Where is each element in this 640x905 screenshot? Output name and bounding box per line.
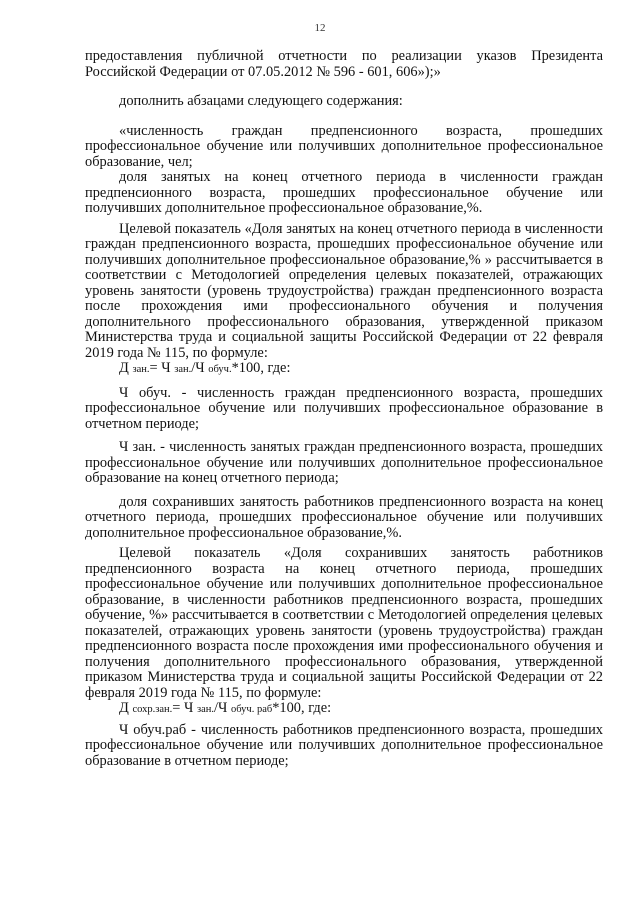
definition-term: Ч зан. (119, 439, 156, 455)
paragraph-amend-intro: дополнить абзацами следующего содержания: (119, 93, 403, 109)
formula-divide: /Ч (214, 700, 228, 716)
formula-employed-share (85, 361, 603, 378)
formula-divide: /Ч (191, 360, 205, 376)
paragraph-definition-trained-workers (85, 723, 603, 770)
definition-term (119, 722, 186, 738)
paragraph-indicator-count: «численность граждан предпенсионного возраста, прошедших профессиональное обучение или получивших дополнительное профессиональное образование, чел; (85, 122, 603, 170)
paragraph-reporting-reference: предоставления публичной отчетности по реализации указов Президента Российской Федерации от 07.05.2012 № 596 - 601, 606»);» (85, 48, 603, 80)
paragraph-definition-employed (85, 440, 603, 487)
formula-symbol-d: Д (119, 700, 129, 716)
paragraph-target-indicator-2: Целевой показатель «Доля сохранивших занятость работников предпенсионного возраста на конец отчетного периода, прошедших профессиональное обучение или получивших дополнительное профессиональное образование, в численности работников предпенсионного возраста, прошедших обучение, %» рассчитывается в соответствии с Методологией определения целевых показателей, отражающих уровень занятости (уровень трудоустройства) граждан предпенсионного возраста после прохождения ими профессионального обучения и получения дополнительного профессионального образования, утвержденной приказом Министерства труда и социальной защиты Российской Федерации от 22 февраля 2019 года № 115, по формуле: (85, 545, 603, 701)
formula-sub-numerator: зан. (196, 704, 215, 715)
document-body (85, 49, 603, 769)
formula-equals: = Ч (172, 700, 194, 716)
page-number: 12 (314, 22, 326, 34)
formula-sub-denominator: обуч. раб (230, 704, 273, 715)
formula-tail: *100, где: (272, 700, 332, 716)
definition-text: - численность граждан предпенсионного возраста, прошедших профессиональное обучение или получивших профессиональное образование в отчетном периоде; (85, 384, 603, 432)
formula-retained-share (85, 701, 603, 718)
formula-equals: = Ч (149, 360, 171, 376)
formula-symbol-d: Д (119, 360, 129, 376)
paragraph-definition-trained (85, 386, 603, 433)
formula-sub-denominator: обуч. (208, 364, 232, 375)
formula-tail: *100, где: (231, 360, 291, 376)
formula-sub-d: зан. (132, 364, 150, 375)
formula-sub-numerator: зан. (174, 364, 192, 375)
definition-term-text: Ч обуч.раб (119, 721, 187, 738)
paragraph-indicator-retained-share: доля сохранивших занятость работников предпенсионного возраста на конец отчетного периода, прошедших профессиональное обучение или получивших дополнительное профессиональное образование,%. (85, 493, 603, 541)
definition-text: - численность работников предпенсионного возраста, прошедших профессиональное обучение или получивших дополнительное профессиональное образование в отчетном периоде; (85, 721, 603, 769)
definition-term: Ч обуч. (119, 384, 171, 401)
definition-text: - численность занятых граждан предпенсионного возраста, прошедших профессиональное обучение или получивших дополнительное профессиональное образование на конец отчетного периода; (85, 439, 603, 486)
formula-sub-d: сохр.зан. (132, 704, 173, 715)
paragraph-target-indicator-1: Целевой показатель «Доля занятых на конец отчетного периода в численности граждан предпенсионного возраста, прошедших профессиональное обучение или получивших дополнительное профессиональное образование,% » рассчитывается в соответствии с Методологией определения целевых показателей, отражающих уровень занятости (уровень трудоустройства) граждан предпенсионного возраста после прохождения ими профессионального обучения и получения дополнительного профессионального образования, утвержденной приказом Министерства труда и социальной защиты Российской Федерации от 22 февраля 2019 года № 115, по формуле: (85, 220, 603, 361)
paragraph-indicator-employed-share: доля занятых на конец отчетного периода в численности граждан предпенсионного возраста, прошедших профессиональное обучение или получивших дополнительное профессиональное образование,%. (85, 169, 603, 216)
